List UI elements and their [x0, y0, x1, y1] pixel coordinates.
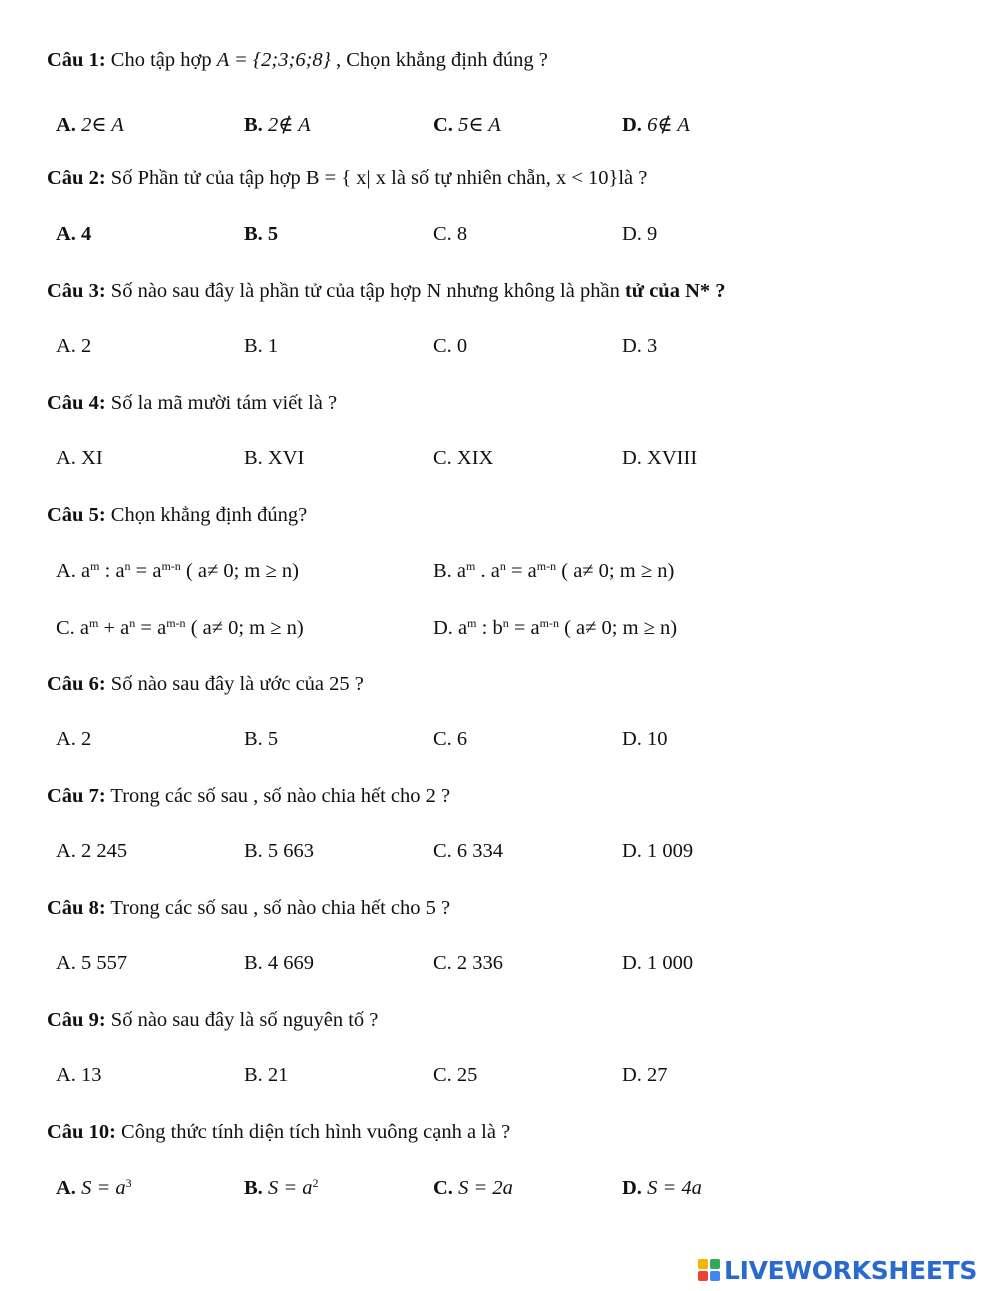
question-7-label: Câu 7:	[47, 785, 106, 807]
question-8	[47, 897, 450, 920]
q5b-exp3: m-n	[536, 559, 557, 573]
question-1-text-before: Cho tập hợp	[105, 49, 217, 71]
question-4	[47, 392, 337, 415]
q5c-cond: ( a≠ 0; m ≥ n)	[185, 617, 304, 639]
q5d-cond: ( a≠ 0; m ≥ n)	[558, 617, 678, 639]
question-3-label: Câu 3:	[47, 280, 106, 302]
q4-option-d[interactable]: D. XVIII	[622, 447, 698, 469]
liveworksheets-logo-icon	[698, 1259, 720, 1281]
q5c-exp1: m	[89, 616, 99, 630]
question-10-label: Câu 10:	[47, 1121, 116, 1143]
q5d-exp2: n	[502, 616, 509, 630]
q1-option-b-value: 2∉ A	[267, 114, 311, 136]
q10-option-d-letter: D.	[622, 1177, 642, 1199]
q5-option-c[interactable]	[56, 617, 304, 640]
question-6-text: Số nào sau đây là ước của 25 ?	[105, 673, 364, 695]
q5b-exp1: m	[466, 559, 476, 573]
q5a-mid: : a	[99, 560, 125, 582]
liveworksheets-text: LIVEWORKSHEETS	[724, 1255, 978, 1285]
question-8-label: Câu 8:	[47, 897, 106, 919]
question-10	[47, 1121, 510, 1144]
question-4-text: Số la mã mười tám viết là ?	[105, 392, 338, 414]
q8-option-b[interactable]: B. 4 669	[244, 952, 315, 974]
q4-option-a[interactable]: A. XI	[56, 447, 103, 469]
question-1-text-after: , Chọn khẳng định đúng ?	[330, 49, 548, 71]
question-3-text: Số nào sau đây là phần tử của tập hợp N nhưng không là phần	[105, 280, 625, 302]
logo-square-4	[710, 1271, 720, 1281]
q6-option-b[interactable]: B. 5	[244, 728, 279, 750]
q5a-exp1: m	[90, 559, 100, 573]
question-2-label: Câu 2:	[47, 167, 106, 189]
q5d-eq: = a	[508, 617, 540, 639]
q10-option-d-base: S = 4a	[647, 1177, 702, 1199]
q5d-exp3: m-n	[539, 616, 559, 630]
question-6-label: Câu 6:	[47, 673, 106, 695]
q8-option-a[interactable]: A. 5 557	[56, 952, 128, 974]
q3-option-a[interactable]: A. 2	[56, 335, 92, 357]
q5c-exp2: n	[129, 616, 136, 630]
q2-option-d[interactable]: D. 9	[622, 223, 658, 245]
question-1-label: Câu 1:	[47, 49, 106, 71]
question-7	[47, 785, 450, 808]
q5-option-d[interactable]	[433, 617, 677, 640]
q1-option-d[interactable]	[622, 112, 690, 137]
q7-option-c[interactable]: C. 6 334	[433, 840, 504, 862]
q5d-prefix: D. a	[433, 617, 468, 639]
logo-square-1	[698, 1259, 708, 1269]
q10-option-c-base: S = 2a	[458, 1177, 513, 1199]
q4-option-c[interactable]: C. XIX	[433, 447, 494, 469]
q10-option-b-exp: 2	[312, 1176, 319, 1190]
q5a-eq: = a	[130, 560, 162, 582]
question-5-text: Chọn khẳng định đúng?	[105, 504, 308, 526]
question-1-formula: A = {2;3;6;8}	[216, 49, 331, 71]
q10-option-b-base: S = a	[267, 1177, 313, 1199]
q8-option-c[interactable]: C. 2 336	[433, 952, 504, 974]
q5b-mid: . a	[475, 560, 500, 582]
q6-option-d[interactable]: D. 10	[622, 728, 668, 750]
question-2	[47, 167, 647, 190]
question-9-label: Câu 9:	[47, 1009, 106, 1031]
q3-option-c[interactable]: C. 0	[433, 335, 468, 357]
q2-option-c[interactable]: C. 8	[433, 223, 468, 245]
question-6	[47, 673, 364, 696]
q1-option-c[interactable]	[433, 112, 501, 137]
q1-option-b[interactable]	[244, 112, 311, 137]
question-3	[47, 280, 726, 303]
q9-option-a[interactable]: A. 13	[56, 1064, 102, 1086]
q1-option-d-letter: D.	[622, 114, 642, 136]
q5d-exp1: m	[467, 616, 477, 630]
q10-option-b[interactable]	[244, 1177, 319, 1200]
logo-square-3	[698, 1271, 708, 1281]
question-8-text: Trong các số sau , số nào chia hết cho 5 ?	[105, 897, 451, 919]
question-5-label: Câu 5:	[47, 504, 106, 526]
q10-option-a-base: S = a	[81, 1177, 126, 1199]
logo-square-2	[710, 1259, 720, 1269]
q8-option-d[interactable]: D. 1 000	[622, 952, 694, 974]
q7-option-d[interactable]: D. 1 009	[622, 840, 694, 862]
q5a-exp3: m-n	[161, 559, 181, 573]
q9-option-c[interactable]: C. 25	[433, 1064, 478, 1086]
q1-option-a[interactable]	[56, 112, 124, 137]
q9-option-d[interactable]: D. 27	[622, 1064, 668, 1086]
question-5	[47, 504, 307, 527]
q2-option-b[interactable]: B. 5	[244, 223, 279, 245]
q5c-prefix: C. a	[56, 617, 90, 639]
q3-option-d[interactable]: D. 3	[622, 335, 658, 357]
q7-option-a[interactable]: A. 2 245	[56, 840, 128, 862]
q5c-eq: = a	[135, 617, 167, 639]
q6-option-c[interactable]: C. 6	[433, 728, 468, 750]
q1-option-d-value: 6∉ A	[647, 114, 690, 136]
q7-option-b[interactable]: B. 5 663	[244, 840, 315, 862]
q1-option-b-letter: B.	[244, 114, 263, 136]
question-7-text: Trong các số sau , số nào chia hết cho 2 ?	[105, 785, 451, 807]
q1-option-c-letter: C.	[433, 114, 453, 136]
q10-option-b-letter: B.	[244, 1177, 263, 1199]
q10-option-a[interactable]	[56, 1177, 132, 1200]
q6-option-a[interactable]: A. 2	[56, 728, 92, 750]
q2-option-a[interactable]: A. 4	[56, 223, 92, 245]
q5-option-a[interactable]	[56, 560, 299, 583]
liveworksheets-watermark	[698, 1253, 994, 1287]
q9-option-b[interactable]: B. 21	[244, 1064, 289, 1086]
q1-option-c-value: 5∈ A	[458, 114, 501, 136]
question-4-label: Câu 4:	[47, 392, 106, 414]
q5c-exp3: m-n	[166, 616, 186, 630]
question-2-text: Số Phần tử của tập hợp B = { x| x là số tự nhiên chẵn, x < 10}là ?	[105, 167, 648, 189]
q5b-cond: ( a≠ 0; m ≥ n)	[556, 560, 675, 582]
q10-option-c[interactable]	[433, 1177, 513, 1200]
q5a-exp2: n	[124, 559, 131, 573]
q10-option-a-exp: 3	[125, 1176, 132, 1190]
question-10-text: Công thức tính diện tích hình vuông cạnh a là ?	[115, 1121, 511, 1143]
question-9-text: Số nào sau đây là số nguyên tố ?	[105, 1009, 379, 1031]
q3-option-b[interactable]: B. 1	[244, 335, 279, 357]
q10-option-c-letter: C.	[433, 1177, 453, 1199]
q4-option-b[interactable]: B. XVI	[244, 447, 305, 469]
q1-option-a-letter: A.	[56, 114, 76, 136]
q1-option-a-value: 2∈ A	[81, 114, 124, 136]
q5a-prefix: A. a	[56, 560, 91, 582]
q5c-mid: + a	[98, 617, 130, 639]
q5a-cond: ( a≠ 0; m ≥ n)	[180, 560, 299, 582]
question-1	[47, 49, 548, 72]
q10-option-a-letter: A.	[56, 1177, 76, 1199]
q5-option-b[interactable]	[433, 560, 674, 583]
q5b-prefix: B. a	[433, 560, 467, 582]
q5d-mid: : b	[476, 617, 503, 639]
question-9	[47, 1009, 378, 1032]
q5b-exp2: n	[499, 559, 506, 573]
q5b-eq: = a	[505, 560, 537, 582]
q10-option-d[interactable]	[622, 1177, 702, 1200]
question-3-text-bold: tử của N* ?	[624, 280, 726, 302]
